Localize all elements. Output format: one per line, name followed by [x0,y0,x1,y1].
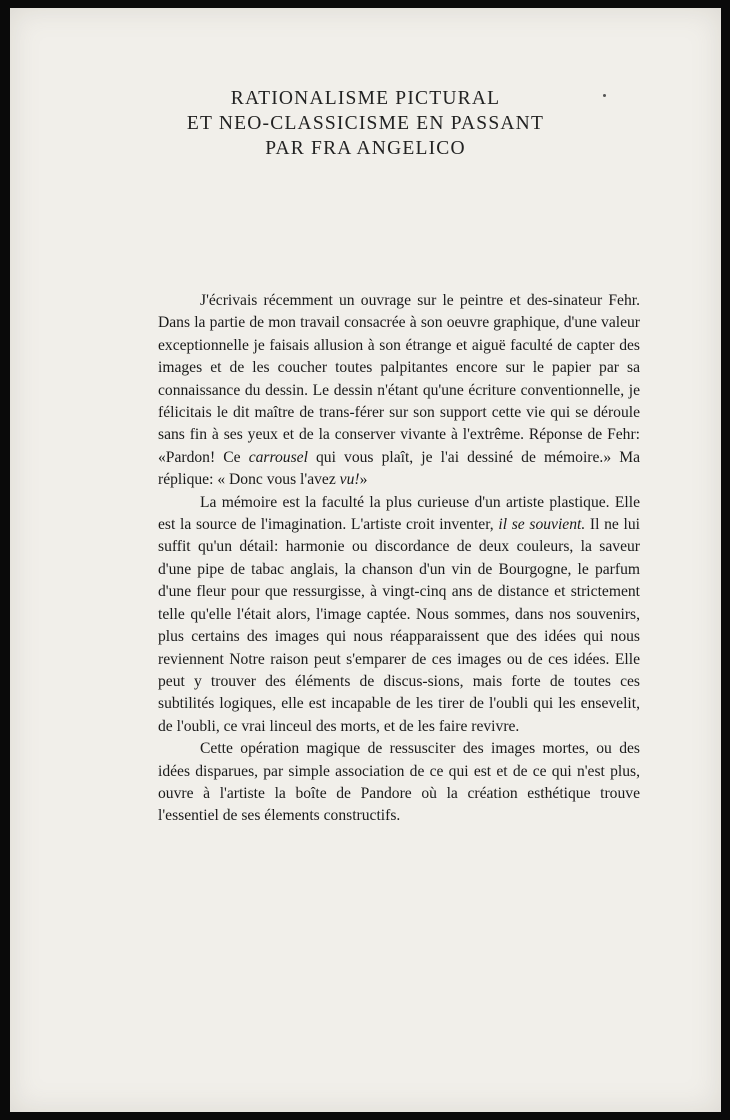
paragraph-2 [158,492,640,738]
paragraph-2-text-a: La mémoire est la faculté la plus curieuse d'un artiste plastique. Elle est la source de l'imagination. L'artiste croit inventer, [158,493,640,534]
title-line-3: PAR FRA ANGELICO [265,138,466,159]
paragraph-1-italic-vu: vu! [339,471,360,489]
paragraph-2-text-b: Il ne lui suffit qu'un détail: harmonie ou discordance de deux couleurs, la saveur d'une pipe de tabac anglais, la chanson d'un vin de Bourgogne, le parfum d'une fleur pour que ressurgisse, à vingt-cinq ans de distance et strictement telle qu'elle l'était alors, l'image captée. Nous sommes, dans nos souvenirs, plus certains des images qui nous réapparaissent que des idées qui nous reviennent Notre raison peut s'emparer de ces images ou de ces idées. Elle peut y trouver des éléments de discus-sions, mais forte de toutes ces subtilités logiques, elle est incapable de les tirer de l'oubli qui les ensevelit, de l'oubli, ce vrai linceul des morts, et de les faire revivre. [158,516,640,735]
paragraph-1-italic-carrousel: carrousel [248,448,308,466]
paragraph-1-text-c: » [359,471,368,489]
paragraph-1-text-b: qui vous plaît, je l'ai dessiné de mémoire.» Ma réplique: « Donc vous l'avez [158,448,640,489]
title-line-2: ET NEO-CLASSICISME EN PASSANT [186,113,545,134]
title-line-1: RATIONALISME PICTURAL [230,88,501,109]
chapter-title [10,86,721,161]
paragraph-1 [158,290,640,492]
body-text [158,290,640,828]
paragraph-3: Cette opération magique de ressusciter des images mortes, ou des idées disparues, par simple association de ce qui est et de ce qui n'est plus, ouvre à l'artiste la boîte de Pandore où la création esthétique trouve l'essentiel de ses élements constructifs. [158,740,640,825]
paragraph-2-italic-souvient: il se souvient. [498,516,586,534]
paragraph-1-text-a: J'écrivais récemment un ouvrage sur le peintre et des-sinateur Fehr. Dans la partie de mon travail consacrée à son oeuvre graphique, d'une valeur exceptionnelle je faisais allusion à son étrange et aiguë faculté de capter des images et de les coucher toutes palpitantes encore sur le papier par sa connaissance du dessin. Le dessin n'étant qu'une écriture conventionnelle, je félicitais le dit maître de trans-férer sur son support cette vie qui se déroule sans fin à ses yeux et de la conserver vivante à l'extrême. Réponse de Fehr: «Pardon! Ce [158,292,640,466]
document-page [10,8,721,1112]
